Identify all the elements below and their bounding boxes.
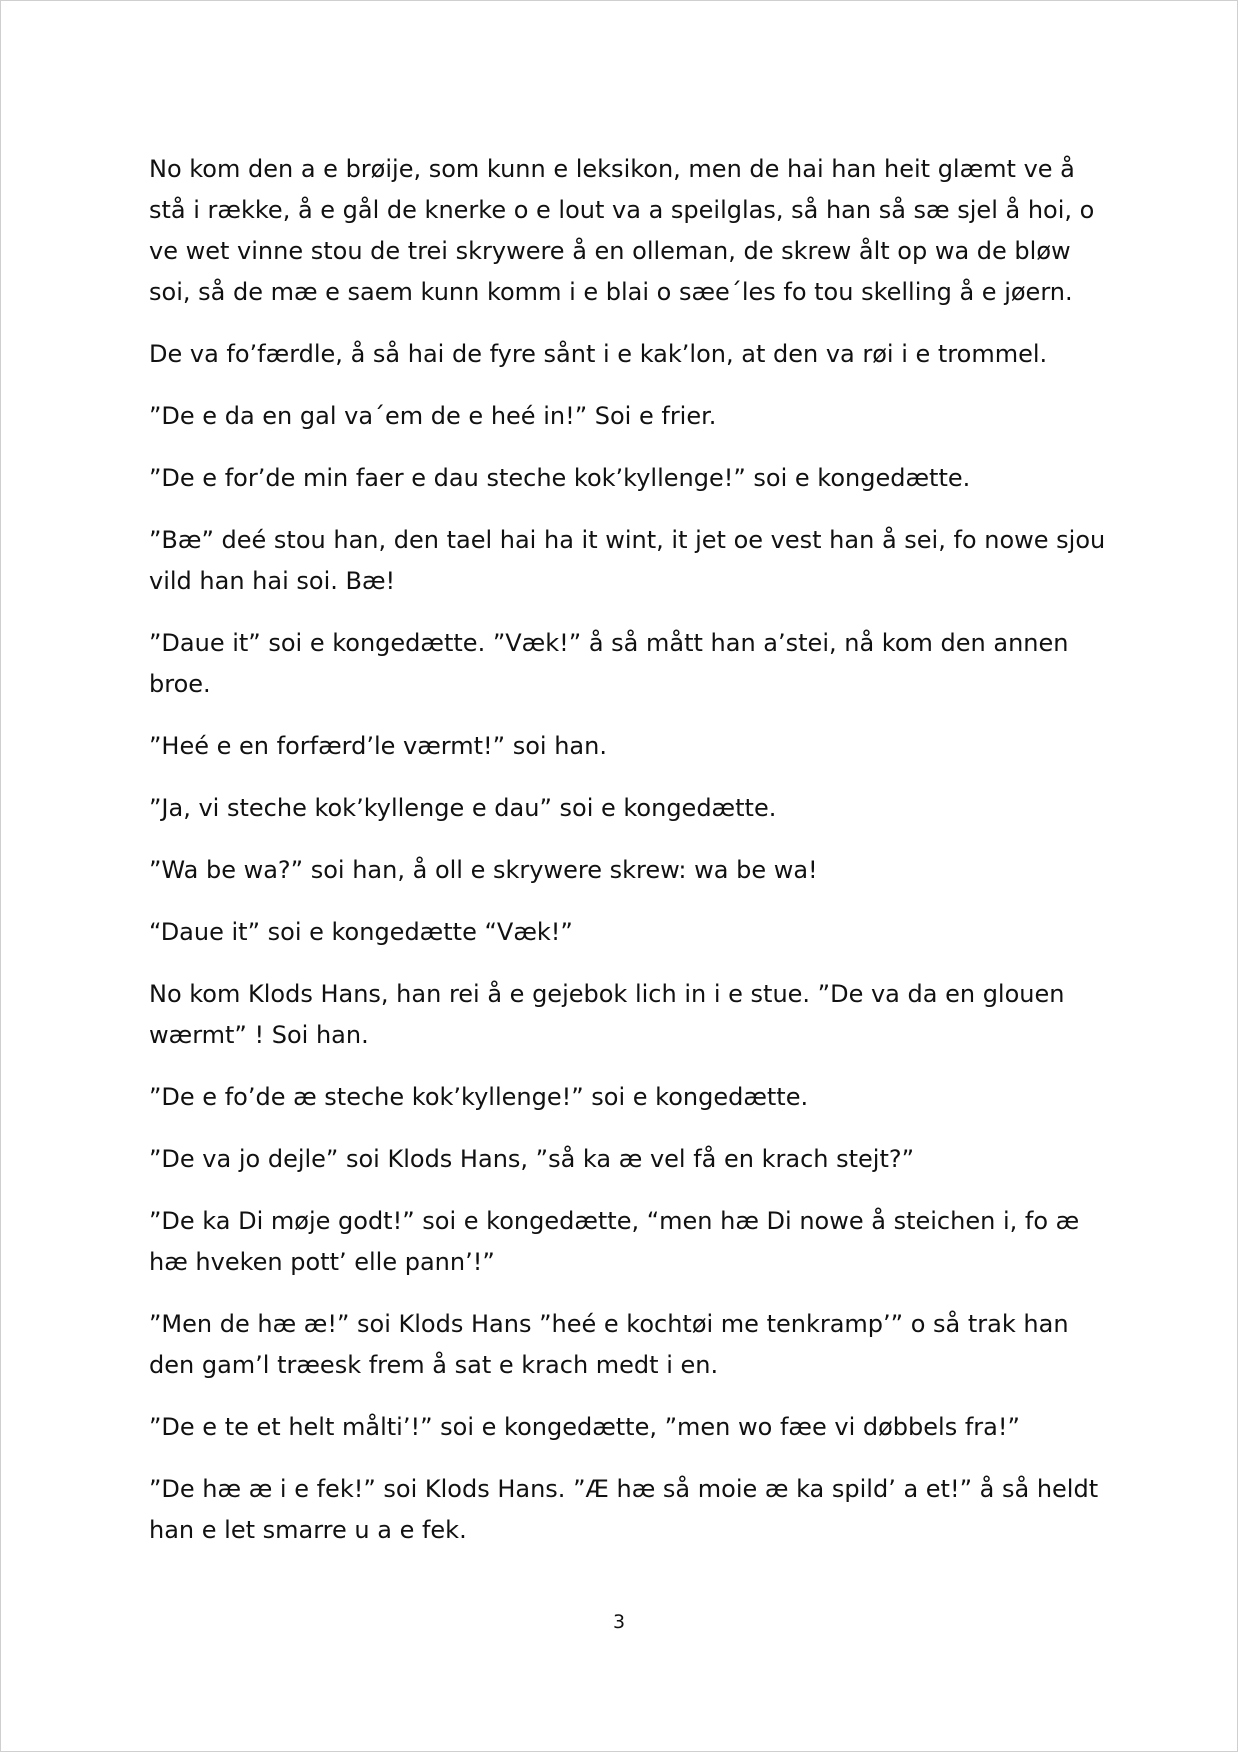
paragraph: ”De va jo dejle” soi Klods Hans, ”så ka æ vel få en krach stejt?” (149, 1145, 915, 1173)
page-number: 3 (612, 1611, 626, 1633)
paragraph: ”Ja, vi steche kok’kyllenge e dau” soi e kongedætte. (149, 794, 777, 822)
paragraph: ”De e te et helt målti’!” soi e kongedætte, ”men wo fæe vi døbbels fra!” (149, 1413, 1020, 1441)
paragraph: “Daue it” soi e kongedætte “Væk!” (149, 918, 573, 946)
paragraph: ”De e for’de min faer e dau steche kok’kyllenge!” soi e kongedætte. (149, 464, 971, 492)
paragraph: ”Daue it” soi e kongedætte. ”Væk!” å så mått han a’stei, nå kom den annen broe. (149, 629, 1069, 698)
page-body (149, 149, 1109, 1572)
paragraph: ”Wa be wa?” soi han, å oll e skrywere skrew: wa be wa! (149, 856, 818, 884)
paragraph: ”De e da en gal va´em de e heé in!” Soi e frier. (149, 402, 717, 430)
paragraph: De va fo’færdle, å så hai de fyre sånt i e kak’lon, at den va røi i e trommel. (149, 340, 1048, 368)
paragraph: ”De hæ æ i e fek!” soi Klods Hans. ”Æ hæ så moie æ ka spild’ a et!” å så heldt han e let smarre u a e fek. (149, 1475, 1099, 1544)
paragraph: ”De ka Di møje godt!” soi e kongedætte, “men hæ Di nowe å steichen i, fo æ hæ hveken pott’ elle pann’!” (149, 1207, 1080, 1276)
paragraph: No kom den a e brøije, som kunn e leksikon, men de hai han heit glæmt ve å stå i række, å e gål de knerke o e lout va a speilglas, så han så sæ sjel å hoi, o ve wet vinne stou de trei skrywere å en olleman, de skrew ålt op wa de bløw soi, så de mæ e saem kunn komm i e blai o sæe´les fo tou skelling å e jøern. (149, 155, 1095, 306)
paragraph: ”De e fo’de æ steche kok’kyllenge!” soi e kongedætte. (149, 1083, 809, 1111)
paragraph: ”Men de hæ æ!” soi Klods Hans ”heé e kochtøi me tenkramp’” o så trak han den gam’l træesk frem å sat e krach medt i en. (149, 1310, 1069, 1379)
paragraph: ”Heé e en forfærd’le værmt!” soi han. (149, 732, 607, 760)
paragraph: ”Bæ” deé stou han, den tael hai ha it wint, it jet oe vest han å sei, fo nowe sjou vild han hai soi. Bæ! (149, 526, 1106, 595)
paragraph: No kom Klods Hans, han rei å e gejebok lich in i e stue. ”De va da en glouen wærmt” ! Soi han. (149, 980, 1065, 1049)
